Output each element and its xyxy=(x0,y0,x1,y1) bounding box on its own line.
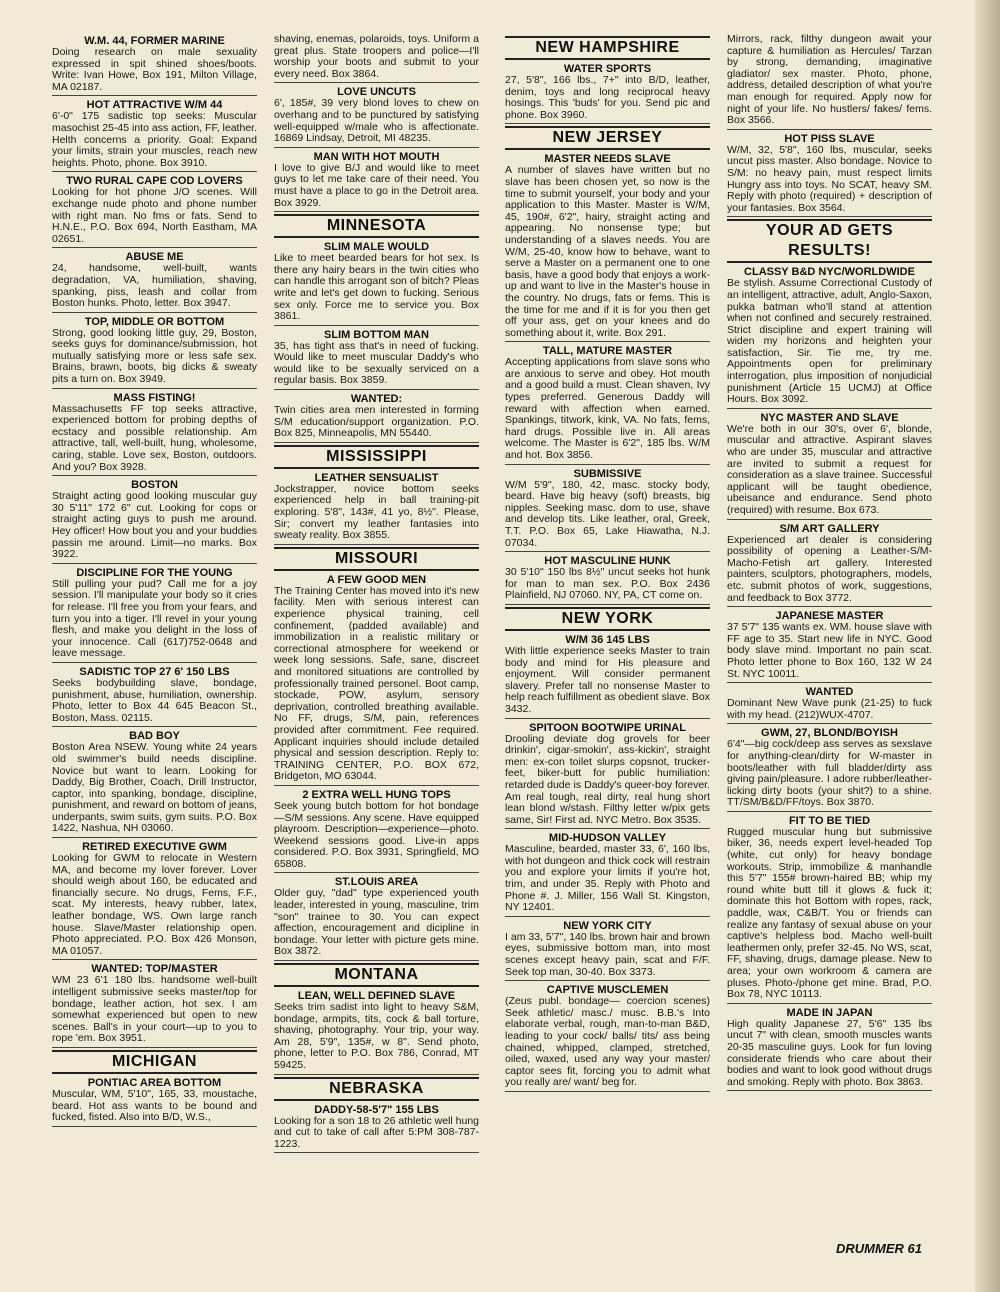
ad-body: WM 23 6'1 180 lbs. handsome well-built intelligent submissive seeks master/top for bondage, leather action, hot sex. I am somewhat experienced but open to new scenes. Ball's in your court—up to you to rope 'em. Box 3951. xyxy=(52,975,257,1048)
ad-headline: MASTER NEEDS SLAVE xyxy=(544,153,671,166)
classified-ad xyxy=(727,685,932,724)
classified-ad xyxy=(52,1076,257,1127)
ad-body: Like to meet bearded bears for hot sex. Is there any hairy bears in the twin cities who can handle this arrogant son of bitch? Pleas write and let's get down to fucking. Serious sex only. Force me to service you. Box 3861. xyxy=(274,253,479,326)
ad-headline: SADISTIC TOP 27 6' 150 LBS xyxy=(79,665,230,678)
classified-ad xyxy=(727,34,932,130)
ad-body: W/M, 32, 5'8", 160 lbs, muscular, seeks uncut piss master. Also bondage. Novice to S/M: no heavy pain, must respect limits Hungry ass into toys. No SCAT, heavy SM. Reply with photo (required) + description of your fantasies. Box 3564. xyxy=(727,145,932,218)
ad-body: Muscular, WM, 5'10", 165, 33, moustache, beard. Hot ass wants to be bound and fucked, fisted. Also into B/D, W.S., xyxy=(52,1089,257,1127)
column-2 xyxy=(274,34,479,1234)
classified-ad xyxy=(505,62,710,124)
state-heading: MONTANA xyxy=(274,963,479,987)
classified-ad xyxy=(505,467,710,553)
classified-ad xyxy=(274,392,479,443)
ad-body: 6'4"—big cock/deep ass serves as sexslave for anything-clean/dirty for W-master in boots/leather with full bladder/dirty ass giving pain/pleasure. I adore rubber/leather-licking dirty boots (your shit?) to a shine. TT/SM/B&D/FF/toys. Box 3870. xyxy=(727,739,932,812)
ad-body: Seeks trim sadist into light to heavy S&M, bondage, armpits, tits, cock & ball torture, shaving, photography. Your trip, your way. Am 28, 5'9", 135#, w 8". Send photo, phone, letter to P.O. Box 786, Conrad, MT 59425. xyxy=(274,1002,479,1075)
classified-ad xyxy=(52,566,257,663)
classified-ad xyxy=(274,875,479,961)
magazine-name: DRUMMER xyxy=(836,1241,904,1256)
state-heading: NEW HAMPSHIRE xyxy=(505,36,710,60)
ad-body: Boston Area NSEW. Young white 24 years old swimmer's build needs discipline. Novice but want to learn. Looking for Daddy, Big Brother, Coach, Drill Instructor, captor, into spanking, bondage, discipline, punishment, and reward on bottom of jeans, underpants, swim suits, gym suits. P.O. Box 1422, Nashua, NH 03060. xyxy=(52,742,257,838)
classified-ad xyxy=(52,478,257,564)
classified-ad xyxy=(274,85,479,147)
ad-body: Massachusetts FF top seeks attractive, experienced bottom for probing depths of ecstacy and possible relationship. Am attractive, tall, well-built, hung, wholesome, caring, stable. Love sex, Boston, outdoors. And you? Box 3928. xyxy=(52,404,257,477)
classified-ad xyxy=(52,315,257,389)
state-heading: NEW YORK xyxy=(505,607,710,631)
ad-headline: WATER SPORTS xyxy=(563,63,652,75)
ad-headline: TWO RURAL CAPE COD LOVERS xyxy=(66,175,243,188)
ad-body: 6'-0" 175 sadistic top seeks: Muscular masochist 25-45 into ass action, FF, leather. Helth concerns a priority. Goal: Expand your limits, strain your muscles, reach new heights. Photo, phone. Box 3910. xyxy=(52,111,257,172)
state-heading: NEBRASKA xyxy=(274,1077,479,1101)
ad-headline: TALL, MATURE MASTER xyxy=(542,345,673,358)
ad-body: Be stylish. Assume Correctional Custody of an intelligent, attractive, adult, Anglo-Saxon, pukka batman who'll stand at attention when not confined and securely restrained. Strict discipline and expert training will widen my horizons and heighten your satisfaction, Sir. Tie me, try me. Appointments open for preliminary interrogation, plus imposition of nonjudicial punishment (Article 15 UCMJ) at Office Hours. Box 3092. xyxy=(727,278,932,409)
classified-ad xyxy=(274,240,479,326)
ad-headline: HOT PISS SLAVE xyxy=(784,132,875,145)
column-3 xyxy=(505,34,710,1234)
ad-headline: A FEW GOOD MEN xyxy=(326,573,427,586)
ad-body: Looking for hot phone J/O scenes. Will exchange nude photo and phone number with right man. No fms or fats. Send to H.N.E., P.O. Box 694, North Eastham, MA 02651. xyxy=(52,187,257,248)
ad-body: 6', 185#, 39 very blond loves to chew on overhang and to be punctured by satisfying well-equipped w/male who is affectionate. 16869 Lindsay, Detroit, MI 48235. xyxy=(274,98,479,147)
ad-headline: MADE IN JAPAN xyxy=(786,1006,873,1019)
classified-ad xyxy=(274,471,479,545)
ad-body: We're both in our 30's, over 6', blonde, muscular and attractive. Aspirant slaves who are under 35, muscular and attractive are invited to submit a request for consideration as a slave trainee. Successful applicant will be taught obedience, ubeisance and endurance. Send photo (required) with resume. Box 673. xyxy=(727,424,932,520)
ad-headline: NYC MASTER AND SLAVE xyxy=(760,411,899,424)
page-spine-shadow xyxy=(975,0,1000,1292)
ad-headline: BAD BOY xyxy=(129,730,180,743)
ad-body: Still pulling your pud? Call me for a joy session. I'll manipulate your body so it cries for release. I'll free you from your fears, and turn you into a tiger. I'll revel in your young flesh, and make you delight in the loss of your innocence. Call (617)752-0648 and leave message. xyxy=(52,579,257,663)
classified-ad xyxy=(505,554,710,605)
ad-headline: TOP, MIDDLE OR BOTTOM xyxy=(84,315,225,328)
classified-ad xyxy=(52,98,257,172)
ad-headline: MAN WITH HOT MOUTH xyxy=(313,150,440,163)
classified-ad xyxy=(727,411,932,520)
classified-ad xyxy=(727,609,932,683)
ad-body: Looking for a son 18 to 26 athletic well hung and cut to take of call after 5:PM 308-787-1223. xyxy=(274,1116,479,1154)
ad-headline: FIT TO BE TIED xyxy=(788,814,871,827)
ad-headline: SLIM BOTTOM MAN xyxy=(324,328,429,341)
classified-ad xyxy=(274,573,479,786)
ad-headline: WANTED: TOP/MASTER xyxy=(91,963,218,976)
classified-ad xyxy=(505,983,710,1092)
classified-ad xyxy=(274,150,479,212)
classified-ad xyxy=(52,729,257,838)
classified-ad xyxy=(727,522,932,608)
ad-body: (Zeus publ. bondage— coercion scenes) Seek athletic/ masc./ musc. B.B.'s Into elaborate verbal, rough, man-to-man B&D, leading to your cock/ balls/ tits/ ass being chained, whipped, clamped, stretched, oiled, waxed, used any way your master/ captor sees fit, forcing you to admit what you really are/ want/ beg for. xyxy=(505,996,710,1092)
ad-headline: ABUSE ME xyxy=(125,251,184,264)
ad-headline: HOT MASCULINE HUNK xyxy=(544,555,671,568)
ad-headline: 2 EXTRA WELL HUNG TOPS xyxy=(302,788,451,801)
classified-ad xyxy=(727,726,932,812)
state-heading: MISSOURI xyxy=(274,547,479,571)
page-footer xyxy=(836,1241,922,1256)
state-heading: YOUR AD GETS RESULTS! xyxy=(727,219,932,263)
state-heading: MISSISSIPPI xyxy=(274,445,479,469)
ad-headline: BOSTON xyxy=(131,479,178,492)
classified-ad xyxy=(52,840,257,960)
ad-body: 30 5'10" 150 lbs 8½" uncut seeks hot hunk for man to man sex. P.O. Box 2436 Plainfield, NJ 07060. NY, PA, CT come on. xyxy=(505,567,710,605)
classified-ad xyxy=(274,34,479,83)
classified-ad xyxy=(52,962,257,1048)
ad-body: Masculine, bearded, master 33, 6', 160 lbs, with hot dungeon and thick cock will restrain you and explore your limits if you're hot, trim, and under 35. Reply with Photo and Phone #. J. Miller, 156 Wall St. Kingston, NY 12401. xyxy=(505,844,710,917)
classified-ad xyxy=(505,919,710,981)
ad-headline: LOVE UNCUTS xyxy=(337,86,416,99)
ad-body: Seek young butch bottom for hot bondage—S/M sessions. Any scene. Have equipped playroom. Description—experience—photo. Weekend sessions good. Live-in apps considered. P.O. Box 3931, Springfield, MO 65808. xyxy=(274,801,479,874)
ad-headline: WANTED xyxy=(805,686,854,699)
column-1 xyxy=(52,34,257,1234)
classified-ad xyxy=(52,250,257,312)
ad-body: Accepting applications from slave sons who are anxious to serve and obey. Hot mouth and a good build a must. Clean shaven, Ivy types preferred. Generous Daddy will reward with affection when earned. Spankings, titwork, kink, VA. No fats, fems, hard drugs. Possible live in. All areas welcome. The Master is 6'2", 185 lbs. W/M and hot. Box 3856. xyxy=(505,357,710,464)
state-heading: NEW JERSEY xyxy=(505,126,710,150)
ad-body: Looking for GWM to relocate in Western MA, and become my lover forever. Lover should weigh about 160, be educated and financially secure. No drugs, Fems, F.F., scat. My interests, heavy rubber, latex, leather bondage, WS. Own large ranch house. Slave/Master relationship open. Photo appreciated. P.O. Box 426 Monson, MA 01057. xyxy=(52,853,257,960)
ad-body: W/M 5'9", 180, 42, masc. stocky body, beard. Have big heavy (soft) breasts, big nipples. Seeking masc. dom to use, shave and develop tits. Like leather, oral, Greek, T.T. P.O. Box 65, Lake Hiawatha, N.J. 07034. xyxy=(505,480,710,553)
ad-headline: LEAN, WELL DEFINED SLAVE xyxy=(297,990,456,1003)
classified-ad xyxy=(505,633,710,719)
ad-headline: MID-HUDSON VALLEY xyxy=(548,832,667,845)
classified-ad xyxy=(505,831,710,917)
ad-body: Doing research on male sexuality expressed in spit shined shoes/boots. Write: Ivan Howe, Box 191, Milton Village, MA 02187. xyxy=(52,47,257,96)
ad-body: Twin cities area men interested in forming S/M education/support organization. P.O. Box 825, Minneapolis, MN 55440. xyxy=(274,405,479,443)
ad-body: Drooling deviate dog grovels for beer drinkin', cigar-smokin', ass-kickin', straight men: ex-con toilet slurps copsnot, trucker-feet, biker-butt for public humiliation: retarded dude is Daddy's queer-boy forever. Am real tough, real dirty, real hung short lean blond w/stash. Filthy letter w/pix gets same, Sir! First ad. NYC Metro. Box 3535. xyxy=(505,734,710,830)
ad-headline: SPITOON BOOTWIPE URINAL xyxy=(529,721,686,734)
ad-body: A number of slaves have written but no slave has been chosen yet, so now is the time to submit yourself, your body and your application to this Master. Master is W/M, 45, 190#, 6'2", hairy, straight acting and appearing. No nonsense type; but understanding of a slaves needs. You are W/M, 25-40, know how to behave, want to serve a Master on a permanent one to one basis, have a good body that enjoys a work-up and want to live in the Master's house in the country. No drugs, fats or fems. This is the time for me and if it is for you then get off your ass, get on your knees and do something about it, write. Box 291. xyxy=(505,165,710,342)
ad-headline: LEATHER SENSUALIST xyxy=(314,471,439,484)
ad-body: Straight acting good looking muscular guy 30 5'11" 172 6" cut. Looking for cops or straight acting guys to push me around. Hey officer! How bout you and your buddies passin me around. Limit—no marks. Box 3922. xyxy=(52,491,257,564)
ad-body: 35, has tight ass that's in need of fucking. Would like to meet muscular Daddy's who would like to be sexually serviced on a regular basis. Box 3859. xyxy=(274,341,479,390)
classified-ad xyxy=(505,152,710,342)
classified-ad xyxy=(727,132,932,218)
classified-ad xyxy=(274,328,479,390)
ad-headline: MASS FISTING! xyxy=(113,391,196,404)
ad-headline: HOT ATTRACTIVE W/M 44 xyxy=(86,99,223,112)
ad-headline: DADDY-58-5'7" 155 LBS xyxy=(314,1103,439,1116)
ad-body: Jockstrapper, novice bottom seeks experienced help in ball training-pit exploring. 5'8", 143#, 41 yo, 8½". Please, Sir; convert my leather fantasies into sweaty reality. Box 3855. xyxy=(274,484,479,545)
ad-headline: CLASSY B&D NYC/WORLDWIDE xyxy=(744,266,915,279)
classified-ad xyxy=(727,265,932,409)
ad-headline: RETIRED EXECUTIVE GWM xyxy=(82,841,227,854)
classified-ad xyxy=(274,788,479,874)
ad-headline: W/M 36 145 LBS xyxy=(565,633,650,646)
ad-body: 37 5'7" 135 wants ex. WM. house slave with FF age to 35. Start new life in NYC. Good body slave mind. Important no pain scat. Photo letter phone to Box 160, 132 W 24 St. NYC 10011. xyxy=(727,622,932,683)
ad-body: Strong, good looking little guy, 29, Boston, seeks guys for dominance/submission, hot mutually satisfying more or less safe sex. Brains, brawn, boots, big dicks & sweaty pits a turn on. Box 3949. xyxy=(52,328,257,389)
ad-body: I am 33, 5'7", 140 lbs. brown hair and brown eyes, submissive bottom man, into most scenes except heavy pain, scat and F/F. Seek top man, 30-40. Box 3373. xyxy=(505,932,710,981)
column-4 xyxy=(727,34,932,1234)
ad-headline: CAPTIVE MUSCLEMEN xyxy=(546,984,669,997)
ad-headline: SUBMISSIVE xyxy=(573,467,642,480)
ad-headline: NEW YORK CITY xyxy=(563,919,652,932)
ad-body: shaving, enemas, polaroids, toys. Uniform a great plus. State troopers and police—I'll worship your boots and submit to your every need. Box 3864. xyxy=(274,34,479,83)
page-number: 61 xyxy=(907,1241,922,1256)
ad-headline: ST.LOUIS AREA xyxy=(334,876,419,889)
ad-headline: DISCIPLINE FOR THE YOUNG xyxy=(76,566,233,579)
ad-body: The Training Center has moved into it's new facility. Men with serious interest can experience physical training, cell confinement, (padded available) and immobilization in a realistic military or correctional atmosphere for weekend or week long sessions. Safe, sane, discreet and monitored situations are controlled by professionally trained personel. Boot camp, stockade, POW, asylum, sensory deprivation, controlled breathing available. No FF, drugs, S/M, pain, references provided after commitment. Fee required. Applicant inquiries should include detailed physical and session description. Reply to: TRAINING CENTER, P.O. BOX 672, Bridgeton, MO 63044. xyxy=(274,586,479,786)
ad-headline: SLIM MALE WOULD xyxy=(323,241,430,254)
ad-headline: GWM, 27, BLOND/BOYISH xyxy=(761,727,898,740)
classified-ad xyxy=(52,665,257,727)
ad-body: Experienced art dealer is considering possibility of opening a Leather-S/M-Macho-Fetish art gallery. Interested painters, sculptors, photographers, models, etc. submit photos of work, suggestions, and feedback to Box 3772. xyxy=(727,535,932,608)
classified-ad xyxy=(52,391,257,477)
classified-ad xyxy=(505,344,710,464)
ad-headline: PONTIAC AREA BOTTOM xyxy=(87,1076,222,1089)
state-heading: MICHIGAN xyxy=(52,1050,257,1074)
ad-headline: W.M. 44, FORMER MARINE xyxy=(84,35,225,47)
ad-body: 27, 5'8", 166 lbs., 7+" into B/D, leather, denim, toys and long reciprocal heavy hosings. This 'buds' for you. Send pic and phone. Box 3960. xyxy=(505,75,710,124)
classified-ad xyxy=(52,34,257,96)
ad-body: Rugged muscular hung but submissive biker, 36, needs expert level-headed Top (white, cut only) for heavy bondage workouts. Strip, immobilize & manhandle this 5'7" 155# brown-haired BB; whip my round white butt till it glows & fuck it; dominate this hot Bottom with ropes, rack, paddle, wax, C&B/T. You or friends can realize any fantasy of sexual abuse on your captive's helpless bod. Macho well-built leathermen only, prefer 32-45. No WS, scat, FF, shaving, drugs, damage please. New to area; your own workroom & camera are pluses. Photo-/phone get mine. Brad, P.O. Box 78, NYC 10113. xyxy=(727,827,932,1004)
ad-headline: WANTED: xyxy=(350,393,403,406)
ad-body: Older guy, "dad" type experienced youth leader, interested in young, masculine, trim "son" trainee to 30. You can expect affection, encouragement and dicipline in bondage. Your letter with picture gets mine. Box 3872. xyxy=(274,888,479,961)
classified-ad xyxy=(274,989,479,1075)
classified-ad xyxy=(727,814,932,1004)
classified-ad xyxy=(52,174,257,248)
ad-body: I love to give B/J and would like to meet guys to let me take care of their need. You must have a place to go in the Detroit area. Box 3929. xyxy=(274,163,479,212)
classified-ad xyxy=(727,1006,932,1092)
ad-body: High quality Japanese 27, 5'6" 135 lbs uncut 7" with clean, smooth muscles wants 20-35 masculine guys. Look for fun loving considerate friends who care about their bodies and want to look good without drugs and smoking. Reply with photo. Box 3863. xyxy=(727,1019,932,1092)
classified-ad xyxy=(505,721,710,830)
ad-headline: S/M ART GALLERY xyxy=(779,522,880,535)
ad-body: Seeks bodybuilding slave, bondage, punishment, abuse, humiliation, ownership. Photo, letter to Box 44 645 Beacon St., Boston, Mass. 02115. xyxy=(52,678,257,727)
state-heading: MINNESOTA xyxy=(274,214,479,238)
classified-ad xyxy=(274,1103,479,1154)
ad-body: Mirrors, rack, filthy dungeon await your capture & humiliation as Hercules/ Tarzan by strong, demanding, imaginative gladiator/ sex master. Photo, phone, address, detailed description of what you're man enough for required. Apply now for night of your life. No hustlers/ fakes/ fems. Box 3566. xyxy=(727,34,932,130)
ad-body: Dominant New Wave punk (21-25) to fuck with my head. (212)WUX-4707. xyxy=(727,698,932,724)
ad-body: With little experience seeks Master to train body and mind for His pleasure and enjoyment. Will consider permanent slavery. Prefer tall no nonsense Master to help reach fulfillment as obedient slave. Box 3432. xyxy=(505,646,710,719)
ad-body: 24, handsome, well-built, wants degradation, VA, humiliation, shaving, spanking, piss, leash and collar from Boston hunks. Photo, letter. Box 3947. xyxy=(52,263,257,312)
ad-headline: JAPANESE MASTER xyxy=(775,610,884,623)
